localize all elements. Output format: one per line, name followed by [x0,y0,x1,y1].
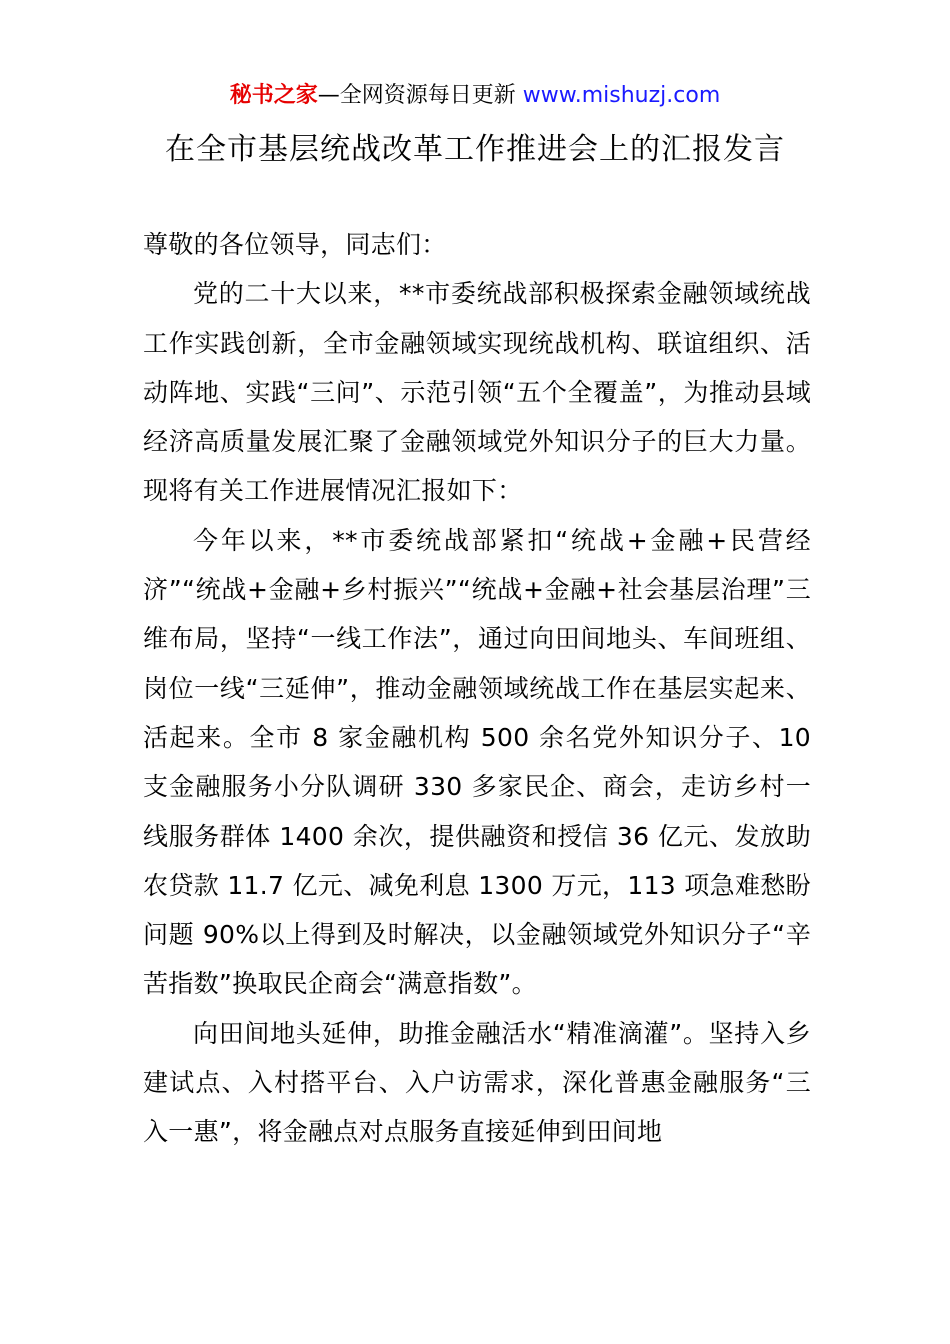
site-tagline: —全网资源每日更新 [317,83,523,108]
paragraph-field-extension: 向田间地头延伸，助推金融活水“精准滴灌”。坚持入乡建试点、入村搭平台、入户访需求，深化普惠金融服务“三入一惠”，将金融点对点服务直接延伸到田间地 [143,1018,811,1147]
paragraph-overview: 今年以来，**市委统战部紧扣“统战+金融+民营经济”“统战+金融+乡村振兴”“统战+金融+社会基层治理”三维布局，坚持“一线工作法”，通过向田间地头、车间班组、岗位一线“三延伸”，推动金融领域统战工作在基层实起来、活起来。全市 8 家金融机构 500 余名党外知识分子、10 支金融服务小分队调研 330 多家民企、商会，走访乡村一线服务群体 1400 余次，提供融资和授信 36 亿元、发放助农贷款 11.7 亿元、减免利息 1300 万元，113 项急难愁盼问题 90%以上得到及时解决，以金融领域党外知识分子“辛苦指数”换取民企商会“满意指数”。 [143,525,811,999]
site-header [0,80,950,112]
brand-name: 秘书之家 [229,83,318,108]
paragraph-intro: 党的二十大以来，**市委统战部积极探索金融领域统战工作实践创新，全市金融领域实现统战机构、联谊组织、活动阵地、实践“三问”、示范引领“五个全覆盖”，为推动县域经济高质量发展汇聚了金融领域党外知识分子的巨大力量。现将有关工作进展情况汇报如下： [143,279,811,506]
document-title: 在全市基层统战改革工作推进会上的汇报发言 [165,132,785,167]
salutation: 尊敬的各位领导，同志们： [143,230,447,259]
document-body [143,220,811,1157]
site-url-link[interactable]: www.mishuzj.com [522,83,721,108]
